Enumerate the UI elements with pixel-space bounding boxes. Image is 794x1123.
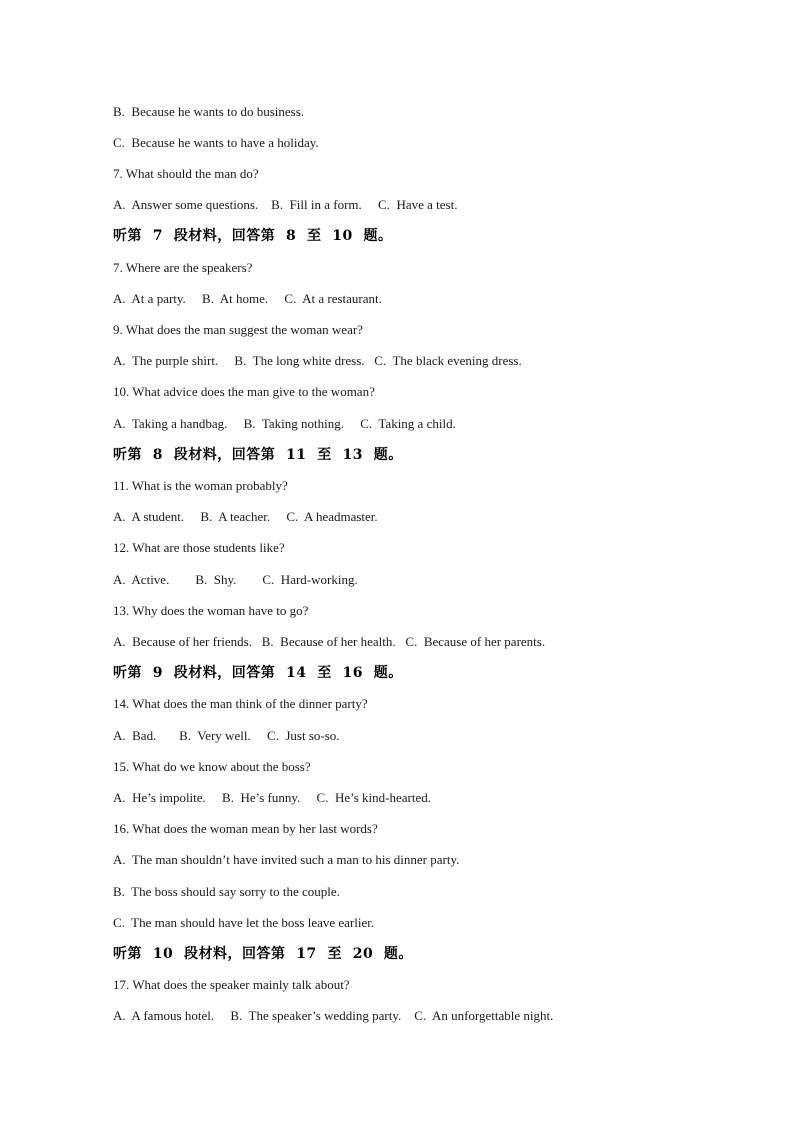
option-line: B. Because he wants to do business. <box>113 104 305 119</box>
question-line: 10. What advice does the man give to the woman? <box>113 384 375 399</box>
option-line: A. The purple shirt. B. The long white dress. C. The black evening dress. <box>113 353 522 368</box>
question-line: 12. What are those students like? <box>113 540 285 555</box>
question-line: 16. What does the woman mean by her last words? <box>113 821 378 836</box>
section-heading: 听第 7 段材料，回答第 8 至 10 题。 <box>113 228 393 244</box>
option-line: C. The man should have let the boss leave earlier. <box>113 915 375 930</box>
question-line: 7. Where are the speakers? <box>113 260 253 275</box>
section-heading: 听第 8 段材料，回答第 11 至 13 题。 <box>113 447 403 463</box>
question-line: 13. Why does the woman have to go? <box>113 603 309 618</box>
option-line: B. The boss should say sorry to the couple. <box>113 884 340 899</box>
section-heading: 听第 9 段材料，回答第 14 至 16 题。 <box>113 665 403 681</box>
option-line: A. A famous hotel. B. The speaker’s wedding party. C. An unforgettable night. <box>113 1008 554 1023</box>
option-line: A. Active. B. Shy. C. Hard-working. <box>113 572 358 587</box>
question-line: 15. What do we know about the boss? <box>113 759 311 774</box>
option-line: C. Because he wants to have a holiday. <box>113 135 319 150</box>
question-line: 9. What does the man suggest the woman wear? <box>113 322 363 337</box>
question-line: 17. What does the speaker mainly talk about? <box>113 977 350 992</box>
option-line: A. Answer some questions. B. Fill in a form. C. Have a test. <box>113 197 458 212</box>
question-line: 14. What does the man think of the dinner party? <box>113 696 368 711</box>
section-heading: 听第 10 段材料，回答第 17 至 20 题。 <box>113 946 413 962</box>
option-line: A. A student. B. A teacher. C. A headmaster. <box>113 509 378 524</box>
question-line: 7. What should the man do? <box>113 166 259 181</box>
option-line: A. Taking a handbag. B. Taking nothing. C. Taking a child. <box>113 416 456 431</box>
option-line: A. The man shouldn’t have invited such a man to his dinner party. <box>113 852 460 867</box>
option-line: A. Because of her friends. B. Because of her health. C. Because of her parents. <box>113 634 546 649</box>
question-line: 11. What is the woman probably? <box>113 478 288 493</box>
option-line: A. Bad. B. Very well. C. Just so-so. <box>113 728 340 743</box>
option-line: A. He’s impolite. B. He’s funny. C. He’s kind-hearted. <box>113 790 431 805</box>
option-line: A. At a party. B. At home. C. At a restaurant. <box>113 291 382 306</box>
